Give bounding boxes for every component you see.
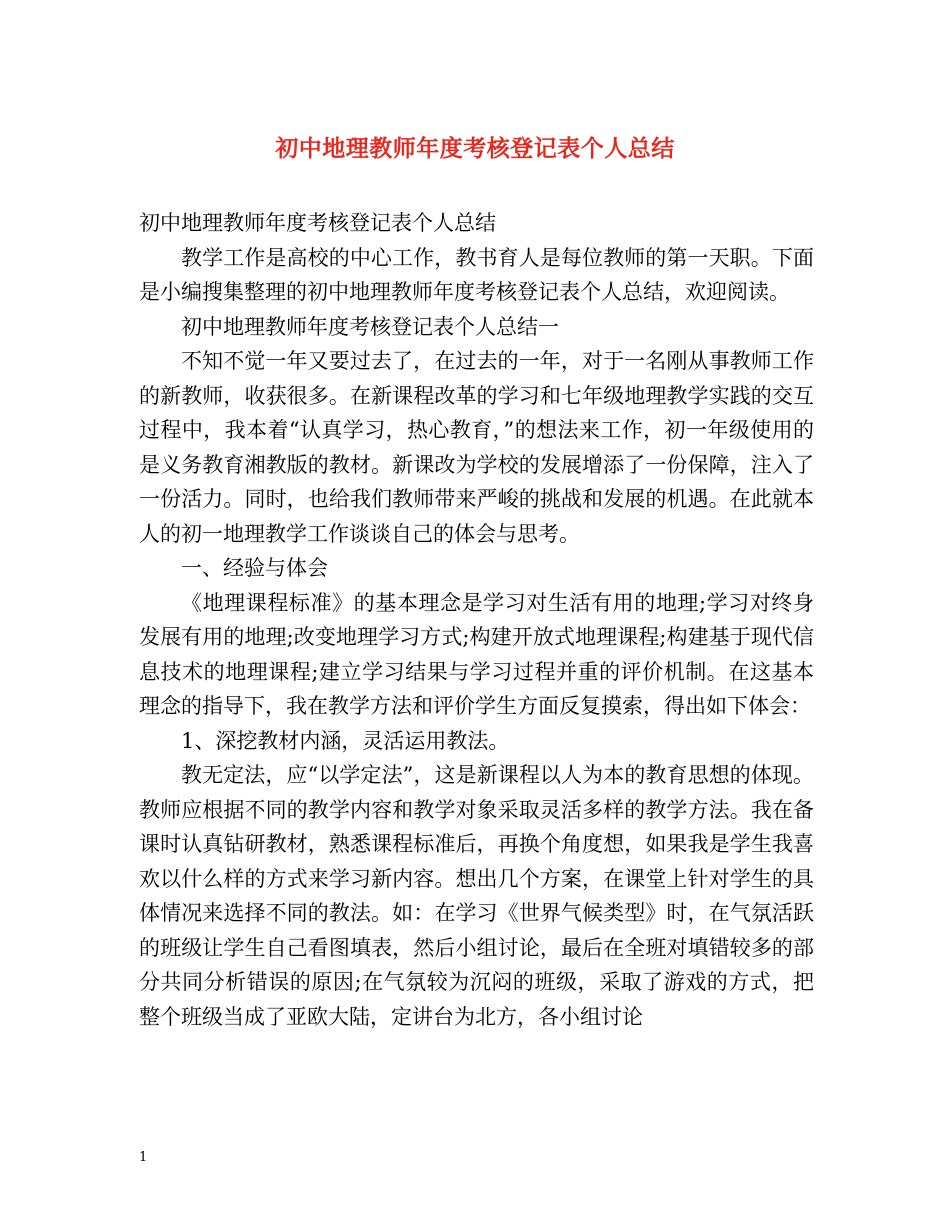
- section-heading: 一、经验与体会: [181, 556, 328, 580]
- document-body: [139, 206, 814, 1034]
- subsection-heading: 1、深挖教材内涵，灵活运用教法。: [181, 728, 510, 753]
- paragraph: 初中地理教师年度考核登记表个人总结一: [181, 314, 559, 339]
- paragraph: 教学工作是高校的中心工作，教书育人是每位教师的第一天职。下面是小编搜集整理的初中地理教师年度考核登记表个人总结，欢迎阅读。: [139, 245, 814, 304]
- paragraph: 教无定法，应“以学定法”，这是新课程以人为本的教育思想的体现。教师应根据不同的教学内容和教学对象采取灵活多样的教学方法。我在备课时认真钻研教材，熟悉课程标准后，再换个角度想，如果我是学生我喜欢以什么样的方式来学习新内容。想出几个方案，在课堂上针对学生的具体情况来选择不同的教法。如：在学习《世界气候类型》时，在气氛活跃的班级让学生自己看图填表，然后小组讨论，最后在全班对填错较多的部分共同分析错误的原因;在气氛较为沉闷的班级，采取了游戏的方式，把整个班级当成了亚欧大陆，定讲台为北方，各小组讨论: [139, 763, 814, 1029]
- paragraph: 不知不觉一年又要过去了，在过去的一年，对于一名刚从事教师工作的新教师，收获很多。在新课程改革的学习和七年级地理教学实践的交互过程中，我本着“认真学习，热心教育，”的想法来工作，初一年级使用的是义务教育湘教版的教材。新课改为学校的发展增添了一份保障，注入了一份活力。同时，也给我们教师带来严峻的挑战和发展的机遇。在此就本人的初一地理教学工作谈谈自己的体会与思考。: [139, 349, 814, 546]
- paragraph: 初中地理教师年度考核登记表个人总结: [139, 211, 496, 235]
- paragraph: 《地理课程标准》的基本理念是学习对生活有用的地理;学习对终身发展有用的地理;改变地理学习方式;构建开放式地理课程;构建基于现代信息技术的地理课程;建立学习结果与学习过程并重的评价机制。在这基本理念的指导下，我在教学方法和评价学生方面反复摸索，得出如下体会：: [139, 590, 814, 718]
- page-number: 1: [139, 1150, 148, 1165]
- document-title: 初中地理教师年度考核登记表个人总结: [275, 135, 675, 162]
